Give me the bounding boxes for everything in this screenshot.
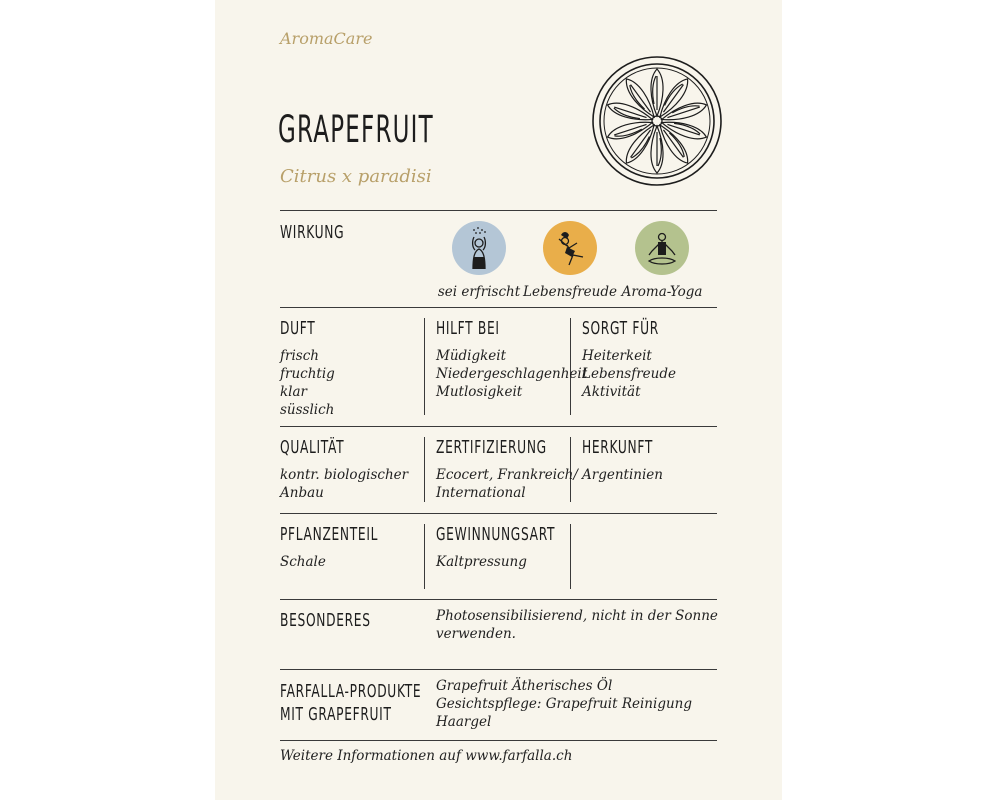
- list-item: Lebensfreude: [582, 366, 676, 382]
- gewinnungsart-list: [436, 553, 527, 571]
- list-item: Grapefruit Ätherisches Öl: [436, 678, 613, 694]
- page-title: GRAPEFRUIT: [278, 108, 434, 151]
- divider: [280, 669, 717, 670]
- besonderes-heading: BESONDERES: [280, 610, 371, 631]
- divider: [280, 307, 717, 308]
- list-item: International: [436, 485, 526, 501]
- gewinnungsart-heading: GEWINNUNGSART: [436, 524, 556, 545]
- column-divider: [424, 318, 425, 415]
- list-item: Haargel: [436, 714, 492, 730]
- column-divider: [424, 524, 425, 589]
- list-item: Niedergeschlagenheit: [436, 366, 588, 382]
- info-card: [215, 0, 782, 800]
- list-item: Schale: [280, 554, 326, 570]
- list-item: Argentinien: [582, 467, 663, 483]
- list-item: Gesichtspflege: Grapefruit Reinigung: [436, 696, 692, 712]
- produkte-list: [436, 677, 692, 731]
- hilft-bei-list: [436, 347, 587, 401]
- pflanzenteil-list: [280, 553, 326, 571]
- column-divider: [570, 524, 571, 589]
- divider: [280, 513, 717, 514]
- wirkung-label: Aroma-Yoga: [621, 284, 703, 300]
- divider: [280, 426, 717, 427]
- hilft-bei-heading: HILFT BEI: [436, 318, 500, 339]
- column-divider: [424, 437, 425, 502]
- wirkung-label: sei erfrischt: [437, 284, 521, 300]
- list-item: Ecocert, Frankreich/: [436, 467, 578, 483]
- brand-label: AromaCare: [280, 29, 373, 48]
- divider: [280, 740, 717, 741]
- list-item: kontr. biologischer: [280, 467, 409, 483]
- pflanzenteil-heading: PFLANZENTEIL: [280, 524, 379, 545]
- list-item: Müdigkeit: [436, 348, 507, 364]
- zertifizierung-list: [436, 466, 578, 502]
- list-item: fruchtig: [280, 366, 335, 382]
- list-item: frisch: [280, 348, 319, 364]
- wirkung-label: Lebensfreude: [523, 284, 617, 300]
- meditating-person-icon: [635, 221, 689, 275]
- divider: [280, 599, 717, 600]
- grapefruit-slice-icon: [590, 54, 725, 189]
- list-item: Mutlosigkeit: [436, 384, 523, 400]
- list-item: Heiterkeit: [582, 348, 652, 364]
- duft-list: [280, 347, 335, 419]
- text-line: verwenden.: [436, 626, 516, 642]
- list-item: süsslich: [280, 402, 335, 418]
- shower-person-icon: [452, 221, 506, 275]
- jumping-person-icon: [543, 221, 597, 275]
- wirkung-icon-refresh: [452, 221, 506, 275]
- divider: [280, 210, 717, 211]
- sorgt-fuer-heading: SORGT FÜR: [582, 318, 659, 339]
- wirkung-icon-joy: [543, 221, 597, 275]
- duft-heading: DUFT: [280, 318, 316, 339]
- herkunft-list: [582, 466, 663, 484]
- list-item: Anbau: [280, 485, 324, 501]
- text-line: Photosensibilisierend, nicht in der Sonne: [436, 608, 718, 624]
- latin-name: Citrus x paradisi: [280, 166, 432, 187]
- list-item: klar: [280, 384, 307, 400]
- wirkung-heading: WIRKUNG: [280, 222, 345, 243]
- qualitaet-heading: QUALITÄT: [280, 437, 345, 458]
- qualitaet-list: [280, 466, 408, 502]
- zertifizierung-heading: ZERTIFIZIERUNG: [436, 437, 547, 458]
- herkunft-heading: HERKUNFT: [582, 437, 654, 458]
- footer-link-text[interactable]: Weitere Informationen auf www.farfalla.ch: [280, 748, 573, 764]
- sorgt-fuer-list: [582, 347, 676, 401]
- list-item: Kaltpressung: [436, 554, 527, 570]
- list-item: Aktivität: [582, 384, 641, 400]
- wirkung-icon-yoga: [635, 221, 689, 275]
- produkte-heading-line1: FARFALLA-PRODUKTE: [280, 681, 422, 702]
- produkte-heading-line2: MIT GRAPEFRUIT: [280, 704, 392, 725]
- besonderes-text: [436, 607, 718, 643]
